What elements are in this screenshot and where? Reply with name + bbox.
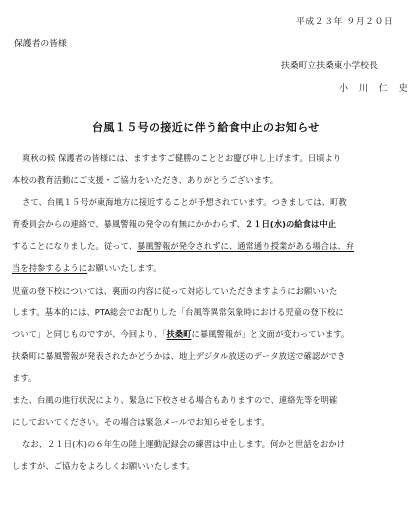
document-title: 台風１５号の接近に伴う給食中止のお知らせ	[92, 121, 320, 134]
lunch-cancel-emphasis: ２１日(水)の給食は中止	[244, 219, 337, 229]
bring-lunch-underlined: 当を持参するように	[12, 263, 88, 273]
body-line: 爽秋の候 保護者の皆様には、ますますご健勝のこととお慶び申し上げます。日頃より	[22, 153, 342, 163]
body-line: また、台風の進行状況により、緊急に下校させる場合もありますので、連絡先等を明確	[12, 395, 338, 405]
body-text: 育委員会からの連絡で、暴風警報の発令の有無にかかわらず、	[12, 219, 245, 229]
body-text: に暴風警報が」と文面が変わっています。	[191, 329, 350, 339]
school-name: 扶桑町立扶桑東小学校長	[281, 61, 378, 71]
body-line	[12, 262, 162, 274]
body-line: します。基本的には、PTA総会でお配りした「台風等異常気象時における児童の登下校に	[12, 307, 344, 317]
body-line: にしておいてください。その場合は緊急メールでお知らせをします。	[12, 417, 270, 427]
bring-lunch-underlined: 暴風警報が発令されずに、通常通り授業がある場合は、弁	[137, 241, 355, 251]
body-text: することになりました。従って、	[12, 241, 138, 251]
body-line: なお、２１日(木)の６年生の陸上運動記録会の練習は中止します。何かと世話をおかけ	[22, 439, 346, 449]
salutation: 保護者の皆様	[14, 39, 67, 49]
body-line: 児童の登下校については、裏面の内容に従って対応していただきますようにお願いいた	[12, 286, 338, 296]
fuso-town-emphasis: 扶桑町	[166, 329, 192, 339]
body-line	[12, 218, 336, 230]
body-line: 扶桑町に暴風警報が発表されたかどうかは、地上デジタル放送のデータ放送で確認ができ	[12, 351, 346, 361]
body-line: さて、台風１５号が東海地方に接近することが予想されています。つきましては、町教	[22, 197, 347, 207]
body-text: お願いいたします。	[87, 263, 162, 273]
body-line: ます。	[12, 373, 37, 383]
body-line	[12, 240, 354, 252]
body-line	[12, 328, 349, 340]
body-line: しますが、ご協力をよろしくお願いいたします。	[12, 461, 195, 471]
body-line: 本校の教育活動にご支援・ご協力をいただき、ありがとうございます。	[12, 175, 279, 185]
principal-name: 小 川 仁 史	[339, 84, 412, 94]
body-text: ついて」と同じものですが、今回より、「	[12, 329, 167, 339]
date-line: 平成２３年 ９月２０日	[296, 17, 394, 27]
